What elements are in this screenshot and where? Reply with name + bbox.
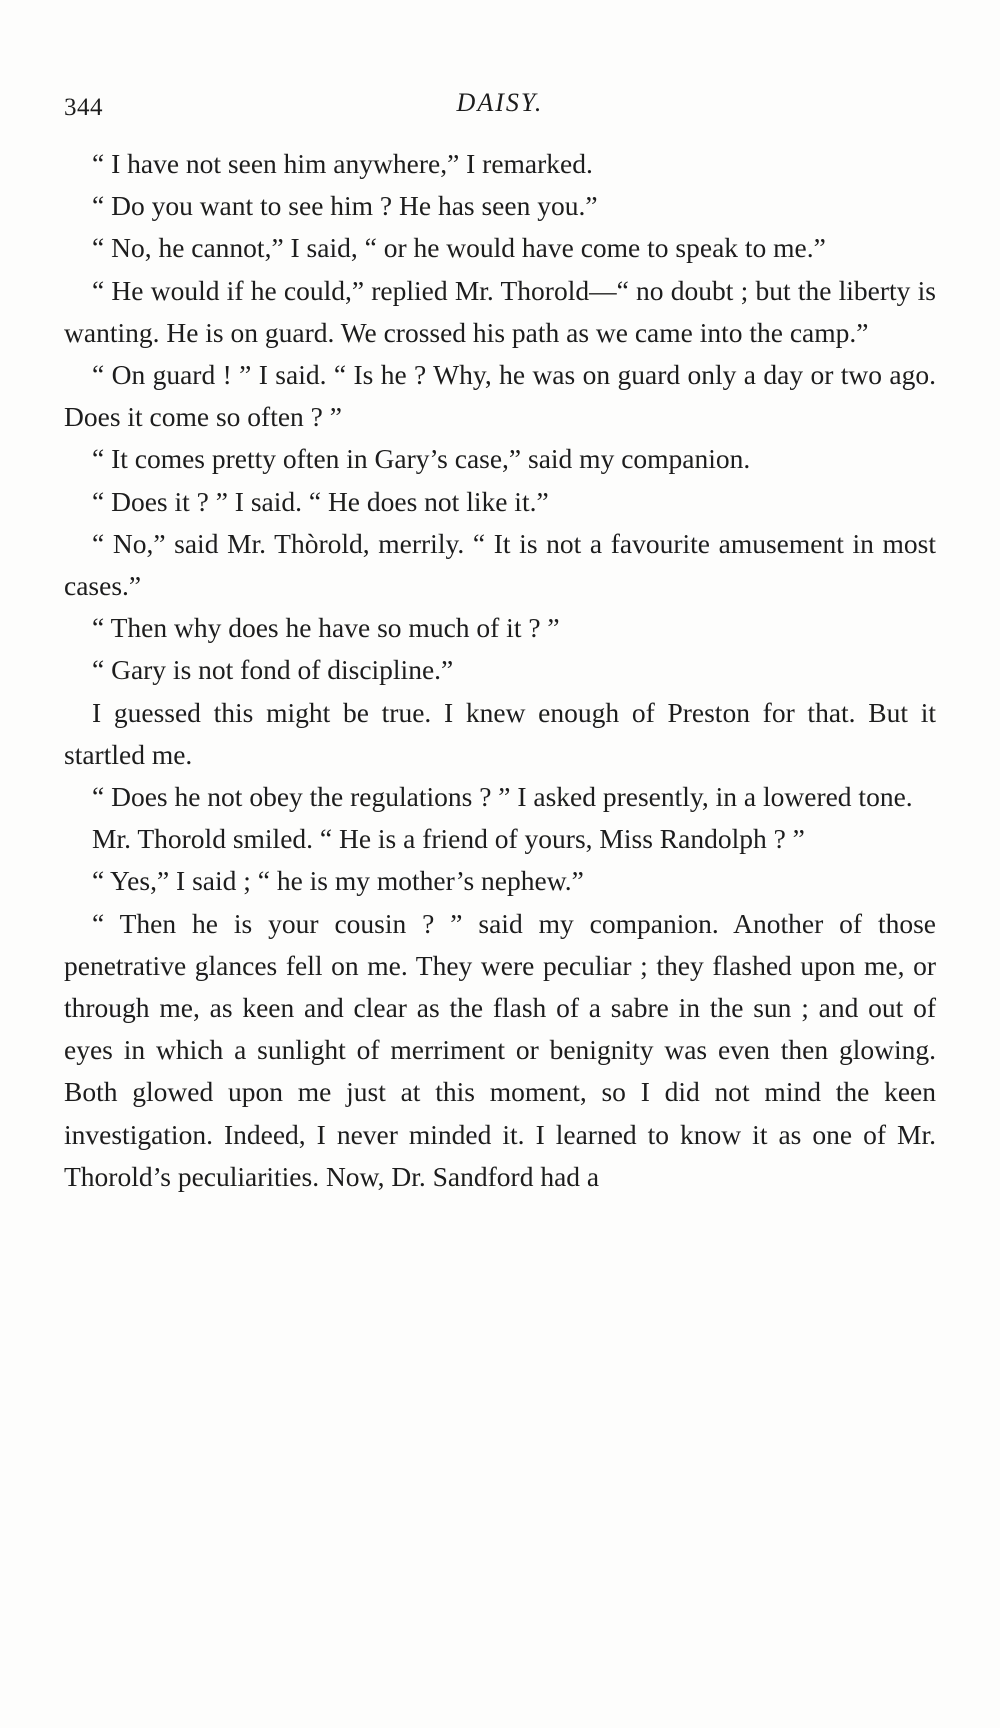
paragraph: “ On guard ! ” I said. “ Is he ? Why, he was on guard only a day or two ago. Does it come so often ? ” bbox=[64, 359, 936, 433]
paragraph: “ Gary is not fond of discipline.” bbox=[92, 654, 454, 686]
paragraph: “ I have not seen him anywhere,” I remarked. bbox=[92, 148, 593, 179]
body-text bbox=[64, 143, 936, 1198]
paragraph: “ No, he cannot,” I said, “ or he would have come to speak to me.” bbox=[92, 232, 826, 264]
paragraph: “ Does it ? ” I said. “ He does not like it.” bbox=[92, 485, 549, 517]
paragraph: “ It comes pretty often in Gary’s case,” said my companion. bbox=[92, 443, 751, 475]
paragraph: “ No,” said Mr. Thòrold, merrily. “ It is not a favourite amusement in most cases.” bbox=[64, 527, 936, 602]
paragraph: “ Do you want to see him ? He has seen you.” bbox=[92, 190, 598, 222]
page-header bbox=[64, 88, 936, 128]
running-title: DAISY. bbox=[456, 88, 544, 117]
paragraph: Mr. Thorold smiled. “ He is a friend of yours, Miss Randolph ? ” bbox=[92, 823, 805, 855]
paragraph: “ Does he not obey the regulations ? ” I asked presently, in a lowered tone. bbox=[92, 781, 913, 813]
paragraph: “ He would if he could,” replied Mr. Thorold—“ no doubt ; but the liberty is wanting. He is on guard. We crossed his path as we came into the camp.” bbox=[64, 274, 936, 348]
paragraph: “ Then he is your cousin ? ” said my companion. Another of those penetrative glances fell on me. They were peculiar ; they flashed upon me, or through me, as keen and clear as the flash of a sabre in the sun ; and out of eyes in which a sunlight of merriment or benignity was even then glowing. Both glowed upon me just at this moment, so I did not mind the keen investigation. Indeed, I never minded it. I learned to know it as one of Mr. Thorold’s peculiarities. Now, Dr. Sandford had a bbox=[64, 907, 936, 1192]
paragraph: “ Then why does he have so much of it ? ” bbox=[92, 612, 560, 644]
page-number: 344 bbox=[64, 94, 103, 121]
paragraph: I guessed this might be true. I knew enough of Preston for that. But it startled me. bbox=[64, 696, 936, 770]
paragraph: “ Yes,” I said ; “ he is my mother’s nephew.” bbox=[92, 865, 584, 897]
